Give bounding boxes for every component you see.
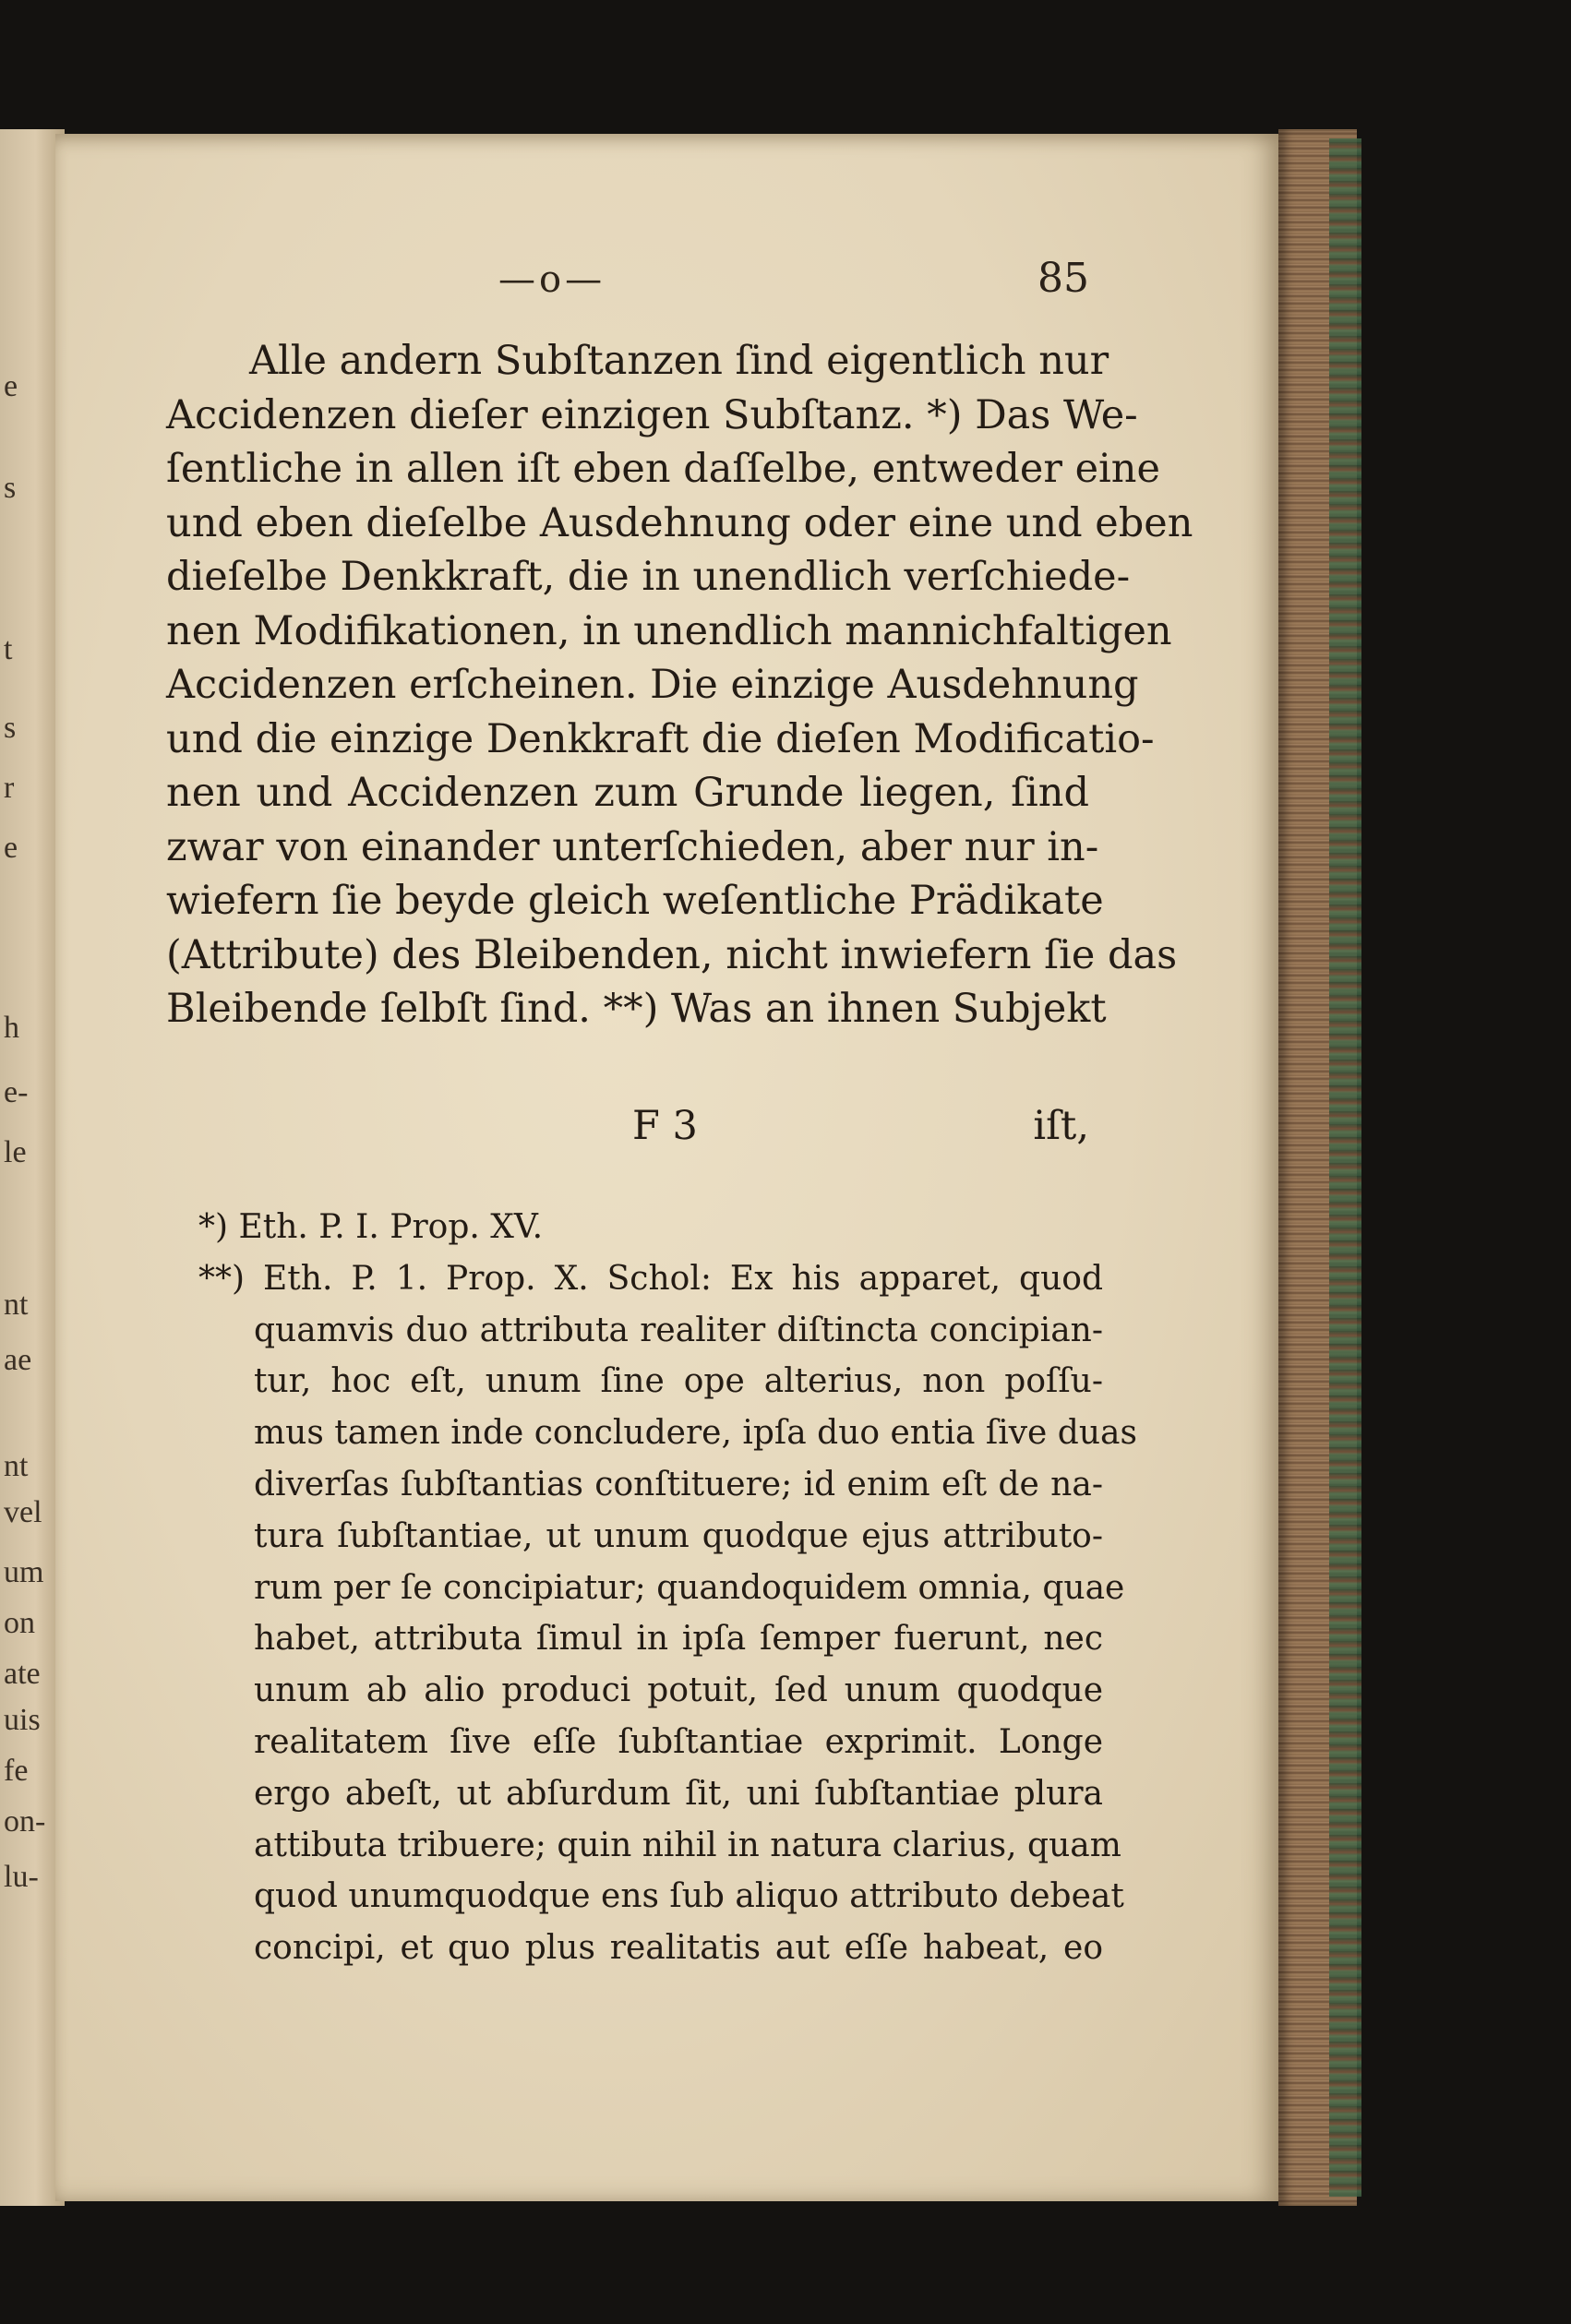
facing-page-fragment: on- (4, 1804, 46, 1839)
footnote-line: rum per ſe concipiatur; quandoquidem omnia, quae (254, 1568, 1125, 1607)
footnote-line: **) Eth. P. 1. Prop. X. Schol: Ex his apparet, quod (198, 1259, 1103, 1298)
footnote-line: *) Eth. P. I. Prop. XV. (198, 1208, 544, 1246)
text-line: Alle andern Subſtanzen ſind eigentlich nur (249, 338, 1109, 384)
facing-page-fragment: nt (4, 1449, 29, 1483)
text-line: Bleibende ſelbſt ſind. **) Was an ihnen Subjekt (166, 986, 1107, 1032)
text-line: ſentliche in allen iſt eben daſſelbe, entweder eine (166, 446, 1160, 492)
footnote-line: realitatem ſive eſſe ſubſtantiae exprimit. Longe (254, 1722, 1103, 1761)
text-line: nen Modifikationen, in unendlich mannichfaltigen (166, 607, 1172, 654)
text-line: nen und Accidenzen zum Grunde liegen, ſind (166, 770, 1089, 816)
footnote-line: attibuta tribuere; quin nihil in natura clarius, quam (254, 1826, 1121, 1864)
facing-page-fragment: uis (4, 1703, 41, 1737)
facing-page-fragment: h (4, 1011, 19, 1045)
footnote-line: mus tamen inde concludere, ipſa duo entia ſive duas (254, 1414, 1137, 1453)
facing-page-fragment: vel (4, 1495, 42, 1529)
footnote-line: tur, hoc eſt, unum ſine ope alterius, non poſſu- (254, 1362, 1103, 1401)
signature-line (166, 1103, 1089, 1155)
text-line: (Attribute) des Bleibenden, nicht inwiefern ſie das (166, 931, 1178, 978)
facing-page-fragment: e- (4, 1075, 29, 1109)
facing-page-fragment: e (4, 831, 18, 865)
facing-page-fragment: t (4, 632, 13, 666)
facing-page-fragment: s (4, 711, 17, 745)
footnote-line: diverſas ſubſtantias conſtituere; id enim eſt de na- (254, 1465, 1103, 1503)
facing-page-fragment: ate (4, 1657, 41, 1691)
facing-page-fragment: nt (4, 1288, 29, 1322)
footnote-line: habet, attributa ſimul in ipſa ſemper fuerunt, nec (254, 1620, 1103, 1659)
facing-page-fragment: lu- (4, 1860, 39, 1894)
text-line: zwar von einander unterſchieden, aber nur in- (166, 823, 1099, 870)
header-ornament: —o— (498, 258, 606, 301)
facing-page-fragment: le (4, 1135, 27, 1169)
facing-page-fragment: um (4, 1555, 44, 1589)
footnote-line: concipi, et quo plus realitatis aut eſſe habeat, eo (254, 1929, 1103, 1968)
text-line: und eben dieſelbe Ausdehnung oder eine und eben (166, 499, 1193, 546)
cover-edge (1329, 138, 1361, 2197)
facing-page-fragment: ae (4, 1343, 32, 1377)
signature-mark: F 3 (632, 1103, 698, 1149)
facing-page-fragment: on (4, 1606, 35, 1640)
facing-page-fragment: e (4, 369, 18, 403)
footnote-line: quamvis duo attributa realiter diſtincta concipian- (254, 1311, 1103, 1349)
footnote-line: unum ab alio produci potuit, ſed unum quodque (254, 1671, 1103, 1710)
footnotes (198, 1202, 1137, 1974)
text-line: Accidenzen dieſer einzigen Subſtanz. *) Das We- (166, 391, 1138, 438)
text-line: wiefern ſie beyde gleich weſentliche Prädikate (166, 878, 1104, 924)
text-line: und die einzige Denkkraft die dieſen Modificatio- (166, 715, 1155, 762)
facing-page-fragment: s (4, 471, 17, 505)
footnote-line: quod unumquodque ens ſub aliquo attributo debeat (254, 1877, 1124, 1916)
footnote-line: ergo abeſt, ut abſurdum ſit, uni ſubſtantiae plura (254, 1774, 1103, 1813)
page-number: 85 (1037, 255, 1089, 302)
main-text (166, 334, 1193, 1036)
catchword: iſt, (1033, 1103, 1089, 1149)
facing-page-fragment: fe (4, 1754, 29, 1788)
text-line: dieſelbe Denkkraft, die in unendlich verſchiede- (166, 554, 1131, 600)
footnote-line: tura ſubſtantiae, ut unum quodque ejus attributo- (254, 1516, 1103, 1555)
facing-page-fragment: r (4, 771, 15, 805)
text-line: Accidenzen erſcheinen. Die einzige Ausdehnung (166, 662, 1139, 708)
running-header (498, 255, 1089, 305)
